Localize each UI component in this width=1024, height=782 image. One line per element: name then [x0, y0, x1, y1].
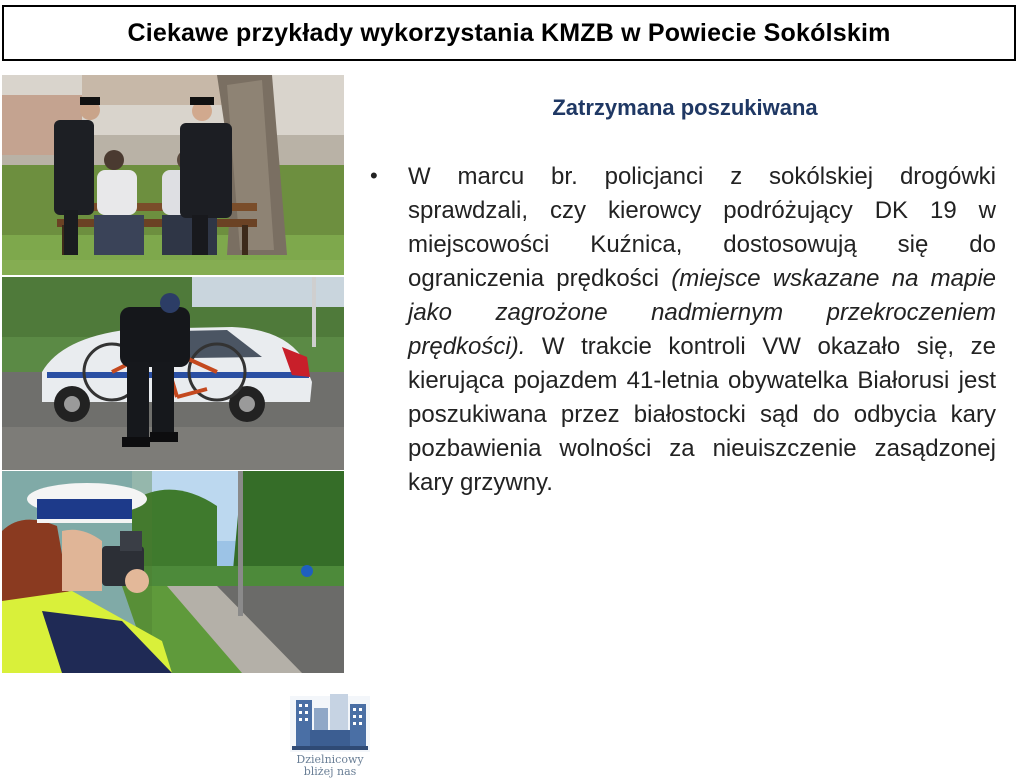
logo-caption-line1: Dzielnicowy [296, 753, 364, 766]
paragraph-text [408, 160, 996, 500]
paragraph-part3: W trakcie kontroli VW okazało się, ze kierująca pojazdem 41-letnia obywatelka Białorusi jest poszukiwana przez białostocki sąd do odbycia kary pozbawienia wolności za nieuiszczenie zasądzonej kary grzywny. [408, 333, 996, 496]
paragraph-italic: (miejsce wskazane na mapie jako zagrożone nadmiernym przekroczeniem prędkości). [408, 265, 996, 360]
photo-officer-radar [2, 471, 344, 673]
photo-police-bench [2, 75, 344, 275]
content-subtitle: Zatrzymana poszukiwana [552, 95, 818, 120]
dzielnicowy-logo [282, 686, 378, 782]
buildings-icon [282, 686, 378, 756]
slide-title: Ciekawe przykłady wykorzystania KMZB w Powiecie Sokólskim [127, 18, 891, 47]
bullet-marker: • [370, 163, 378, 188]
logo-caption-line2: bliżej nas [303, 765, 357, 778]
slide-title-box [2, 5, 1016, 61]
paragraph-part1: W marcu br. policjanci z sokólskiej drogówki sprawdzali, czy kierowcy podróżujący DK 19 w miejscowości Kuźnica, dostosowują się do ograniczenia prędkości [408, 163, 996, 292]
bullet-paragraph [370, 160, 996, 500]
photo-police-car-bicycle [2, 277, 344, 470]
